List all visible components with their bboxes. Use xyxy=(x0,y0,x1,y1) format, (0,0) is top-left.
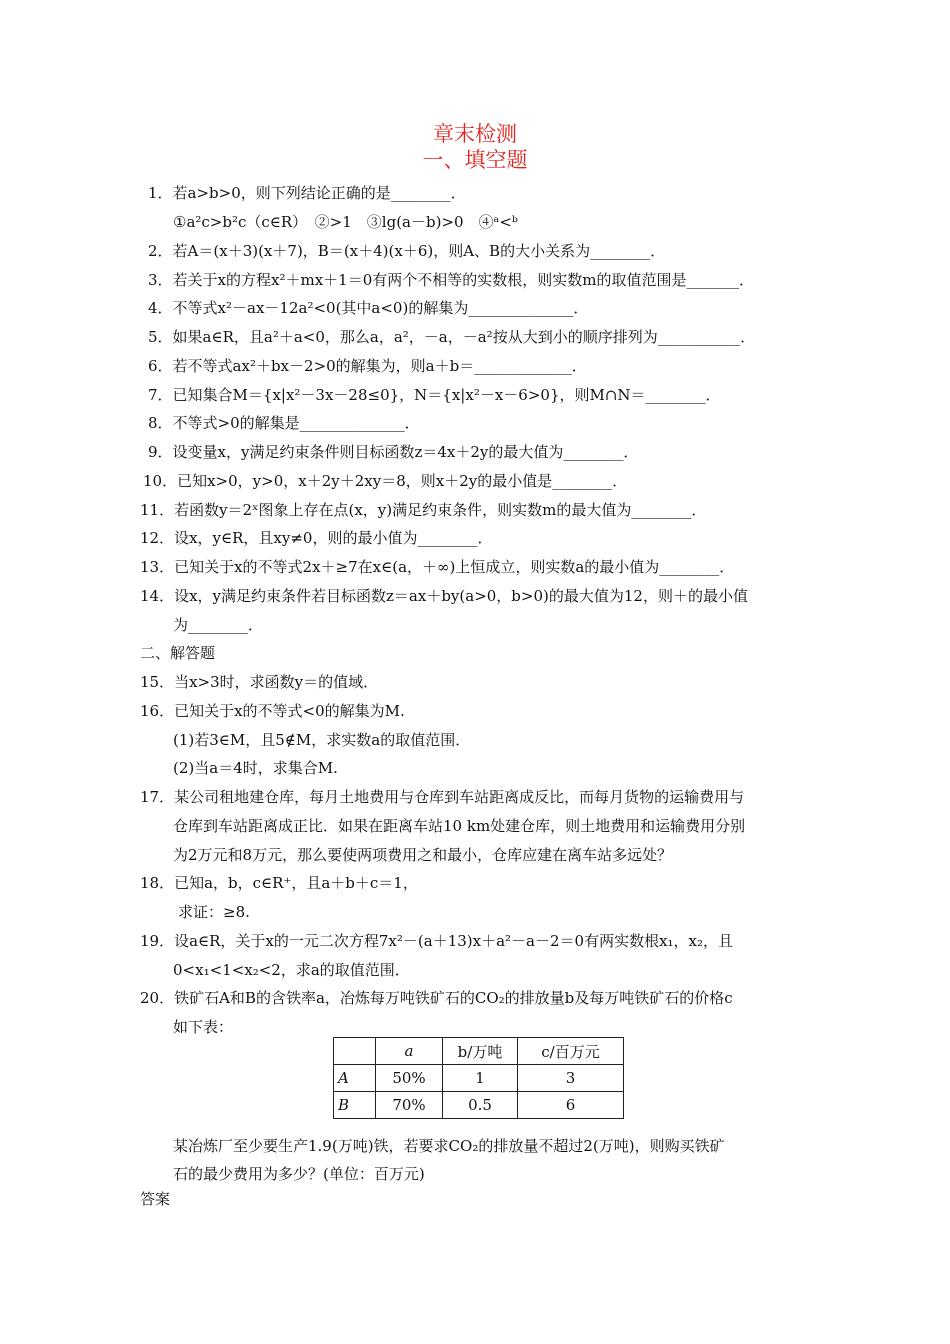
question-16: 16．已知关于x的不等式<0的解集为M. xyxy=(140,702,405,720)
table-header-cell: b/万吨 xyxy=(443,1038,518,1065)
question-3: 3．若关于x的方程x²＋mx＋1＝0有两个不相等的实数根，则实数m的取值范围是_______． xyxy=(148,271,754,289)
ore-table xyxy=(333,1037,624,1119)
doc-title: 章末检测 xyxy=(433,122,517,146)
question-13: 13．已知关于x的不等式2x＋≥7在x∈(a，＋∞)上恒成立，则实数a的最小值为________． xyxy=(140,558,735,576)
question-4: 4．不等式x²－ax－12a²<0(其中a<0)的解集为______________． xyxy=(148,299,589,317)
question-17-line3: 为2万元和8万元，那么要使两项费用之和最小，仓库应建在离车站多远处？ xyxy=(173,846,673,864)
question-20-line2: 如下表： xyxy=(173,1018,234,1036)
table-header-cell: c/百万元 xyxy=(518,1038,624,1065)
question-20-line3: 某冶炼厂至少要生产1.9(万吨)铁，若要求CO₂的排放量不超过2(万吨)，则购买铁矿 xyxy=(173,1137,725,1155)
question-1: 1．若a>b>0，则下列结论正确的是________． xyxy=(148,184,466,202)
question-16-part1: (1)若3∈M，且5∉M，求实数a的取值范围． xyxy=(173,731,471,749)
question-9: 9．设变量x，y满足约束条件则目标函数z＝4x＋2y的最大值为________． xyxy=(148,443,639,461)
table-cell: 70% xyxy=(376,1092,443,1119)
table-cell: 1 xyxy=(443,1065,518,1092)
question-18-prove: 求证：≥8. xyxy=(178,903,250,921)
table-header-cell: a xyxy=(376,1038,443,1065)
question-12: 12．设x，y∈R，且xy≠0，则的最小值为________． xyxy=(140,529,493,547)
question-17: 17．某公司租地建仓库，每月土地费用与仓库到车站距离成反比，而每月货物的运输费用与 xyxy=(140,788,745,806)
question-10: 10．已知x>0，y>0，x＋2y＋2xy＝8，则x＋2y的最小值是________． xyxy=(143,472,628,490)
table-row xyxy=(334,1092,624,1119)
table-cell: 3 xyxy=(518,1065,624,1092)
question-15: 15．当x>3时，求函数y＝的值域． xyxy=(140,673,379,691)
question-6: 6．若不等式ax²＋bx－2>0的解集为，则a＋b＝_____________． xyxy=(148,357,587,375)
question-20: 20．铁矿石A和B的含铁率a，冶炼每万吨铁矿石的CO₂的排放量b及每万吨铁矿石的价格c xyxy=(140,989,733,1007)
question-8: 8．不等式>0的解集是______________． xyxy=(148,414,420,432)
table-cell: B xyxy=(334,1092,376,1119)
question-1-options: ①a²c>b²c（c∈R） ②>1 ③lg(a－b)>0 ④ᵃ<ᵇ xyxy=(173,213,518,231)
question-5: 5．如果a∈R，且a²＋a<0，那么a，a²，－a，－a²按从大到小的顺序排列为___________． xyxy=(148,328,756,346)
question-19-cont: 0<x₁<1<x₂<2，求a的取值范围． xyxy=(173,961,410,979)
question-2: 2．若A＝(x＋3)(x＋7)，B＝(x＋4)(x＋6)，则A、B的大小关系为________． xyxy=(148,242,666,260)
question-11: 11．若函数y＝2ˣ图象上存在点(x，y)满足约束条件，则实数m的最大值为________． xyxy=(140,501,707,519)
table-row xyxy=(334,1065,624,1092)
question-17-line2: 仓库到车站距离成正比．如果在距离车站10 km处建仓库，则土地费用和运输费用分别 xyxy=(173,817,746,835)
question-16-part2: (2)当a＝4时，求集合M. xyxy=(173,759,338,777)
answer-heading: 答案 xyxy=(140,1190,171,1208)
table-cell: A xyxy=(334,1065,376,1092)
table-cell: 6 xyxy=(518,1092,624,1119)
question-14: 14．设x，y满足约束条件若目标函数z＝ax＋by(a>0，b>0)的最大值为12，则＋的最小值 xyxy=(140,587,748,605)
question-19: 19．设a∈R，关于x的一元二次方程7x²－(a＋13)x＋a²－a－2＝0有两实数根x₁，x₂，且 xyxy=(140,932,734,950)
table-header-row xyxy=(334,1038,624,1065)
section-title-fill-blank: 一、填空题 xyxy=(422,148,528,172)
table-cell: 50% xyxy=(376,1065,443,1092)
question-20-line4: 石的最少费用为多少？(单位：百万元) xyxy=(173,1165,425,1183)
table-header-cell xyxy=(334,1038,376,1065)
question-7: 7．已知集合M＝{x|x²－3x－28≤0}，N＝{x|x²－x－6>0}，则M∩N＝________． xyxy=(148,386,721,404)
section-title-solve: 二、解答题 xyxy=(140,644,216,662)
table-cell: 0.5 xyxy=(443,1092,518,1119)
question-14-cont: 为________． xyxy=(173,616,264,634)
question-18: 18．已知a，b，c∈R⁺，且a＋b＋c＝1， xyxy=(140,874,418,892)
